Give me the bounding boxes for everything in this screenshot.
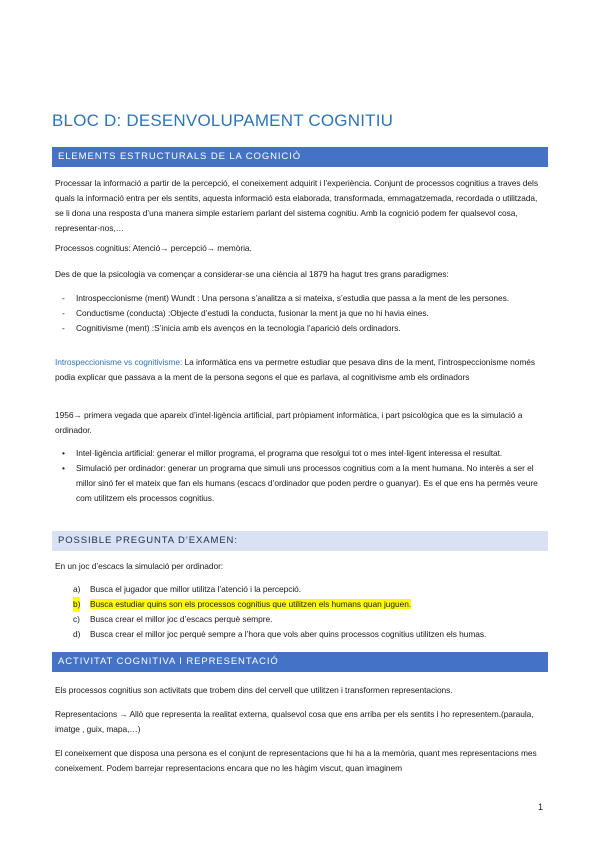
paragraph-introspection-vs-cognitivism: Introspeccionisme vs cognitivisme: La informàtica ens va permetre estudiar que pesava dins de la ment, l’introspeccionisme només podia explicar que passava a la ment de la persona segons el que es parlava, al cognitivisme amb els ordinadors (55, 357, 536, 382)
section-heading-cognitive-activity: ACTIVITAT COGNITIVA I REPRESENTACIÓ (52, 652, 548, 672)
ai-list (62, 446, 542, 506)
section-heading-elements: ELEMENTS ESTRUCTURALS DE LA COGNICIÓ (52, 147, 548, 167)
paragraph-paradigms-intro: Des de que la psicologia va començar a considerar-se una ciència al 1879 ha hagut tres grans paradigmes: (55, 269, 449, 279)
list-item: - Cognitivisme (ment) :S’inicia amb els avenços en la tecnologia l’aparició dels ordinadors. (62, 323, 401, 333)
document-title: BLOC D: DESENVOLUPAMENT COGNITIU (52, 111, 394, 130)
section-heading-exam-question: POSSIBLE PREGUNTA D’EXAMEN: (52, 531, 548, 551)
highlighted-answer: Busca estudiar quins son els processos cognitius que utilitzen els humans quan juguen. (90, 599, 412, 609)
exam-options-list (73, 582, 543, 642)
page-number: 1 (538, 802, 544, 812)
paragraph-cognitive-processes: Processos cognitius: Atenció→ percepció→ memòria. (55, 243, 252, 253)
paragraph-cognition-definition: Processar la informació a partir de la percepció, el coneixement adquirit i l’experiència. Conjunt de processos cognitius a traves dels quals la informació entra per els sentits, aquesta informació esta elaborada, transformada, emmagatzemada, recordada o utilitzada, se li dona una resposta d’una manera simple estaríem parlant del sistema cognitiu. Amb la cognició podem fer qualsevol cosa, representar-nos,… (55, 178, 538, 233)
exam-option-b: b) Busca estudiar quins son els processos cognitius que utilitzen els humans quan juguen. (73, 597, 543, 612)
paragraph-representations: Representacions → Allò que representa la realitat externa, qualsevol cosa que ens arriba per els sentits i ho representem.(paraula, imatge , guix, mapa,…) (55, 709, 534, 734)
exam-option-d: d) Busca crear el millor joc perquè sempre a l’hora que vols aber quins processos cognitius utilitzen els humas. (73, 629, 487, 639)
paragraph-knowledge: El coneixement que disposa una persona es el conjunt de representacions que hi ha a la memòria, quant mes representacions mes coneixement. Podem barrejar representacions encara que no les hàgim viscut, quan imaginem (55, 748, 537, 773)
list-item: - Introspeccionisme (ment) Wundt : Una persona s’analitza a si mateixa, s’estudia que passa a la ment de les persones. (62, 293, 510, 303)
paragraph-exam-intro: En un joc d’escacs la simulació per ordinador: (55, 561, 224, 571)
list-item: • Simulació per ordinador: generar un programa que simuli uns processos cognitius com a la ment humana. No interès a ser el millor sinó fer el mateix que fan els humans (escacs d’ordinador que poden perdre o guanyar). Es el que ens ha permès veure com utilitzem els processos cognitius. (62, 463, 538, 503)
list-item: - Conductisme (conducta) :Objecte d’estudi la conducta, fusionar la ment ja que no hi havia eines. (62, 308, 429, 318)
list-item: • Intel·ligència artificial: generar el millor programa, el programa que resolgui tot o mes intel·ligent interessa el resultat. (62, 448, 503, 458)
paragraph-1956: 1956→ primera vegada que apareix d’intel·ligència artificial, part pròpiament informàtica, i part psicològica que es la simulació a ordinador. (55, 410, 523, 435)
exam-option-c: c) Busca crear el millor joc d’escacs perquè sempre. (73, 614, 273, 624)
exam-option-a: a) Busca el jugador que millor utilitza l’atenció i la percepció. (73, 584, 302, 594)
paradigms-list (62, 291, 542, 336)
paragraph-cognitive-activities: Els processos cognitius son activitats que trobem dins del cervell que utilitzen i transformen representacions. (55, 685, 453, 695)
introspection-vs-cognitivism-label: Introspeccionisme vs cognitivisme: (55, 357, 183, 367)
